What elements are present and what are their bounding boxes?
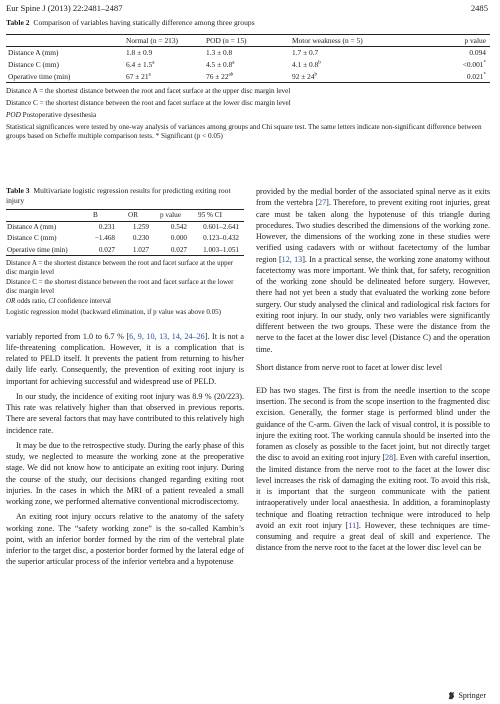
table-row	[6, 221, 244, 233]
cell-value: 67 ± 21	[126, 71, 149, 81]
paragraph	[6, 331, 244, 387]
paragraph: In our study, the incidence of exiting root injury was 8.9 % (20/223). This rate was relatively higher than that observed in previous reports. There are several factors that may have contributed to this relatively high incidence rate.	[6, 391, 244, 435]
cell-value: <0.001	[462, 60, 484, 70]
row-label: Distance C (mm)	[8, 60, 59, 70]
text-run: ]. Therefore, to prevent exiting root injuries, great care must be taken along the hypotenuse of this triangle during procedures. Two studies described the dimensions of the working zone. However, the dimensions of the working zone in these studies were verified using cadavers with or without facetectomy of the lumbar region [	[256, 198, 490, 264]
abbrev-text: odds ratio,	[15, 297, 49, 306]
column-header: p value	[160, 211, 181, 220]
text-run: ]. Even with careful insertion, the limited distance from the nerve root to the facet at the lower disc level increases the risk of damaging the exiting root. To avoid this risk, it is important that the surgeon communicate with the patient intraoperatively under local anaesthesia. In addition, a foraminoplasty technique and floating retraction technique were introduced to help avoid an exit root injury [	[256, 453, 490, 530]
table-3-grid	[6, 209, 244, 256]
footnote: Logistic regression model (backward elimination, if p value was above 0.05)	[6, 308, 221, 317]
cell-superscript: *	[483, 72, 486, 78]
column-header: POD (n = 15)	[206, 35, 247, 45]
footnote	[6, 297, 244, 306]
table-3-footnotes	[6, 259, 244, 317]
table-cell	[440, 47, 490, 59]
cell-value: 76 ± 22	[206, 71, 229, 81]
paragraph	[256, 186, 490, 355]
row-label: Distance C (mm)	[7, 234, 57, 243]
table-cell: 0.000	[170, 234, 187, 243]
paragraph: An exiting root injury occurs relative to the anatomy of the safety working zone. The “safety working zone” is the so-called Kambin’s point, with an inferior border formed by the rim of the vertebral plate inferior to the target disc, a posterior border formed by the lateral edge of the superior articular process of the inferior vertebra and a hypotenuse	[6, 512, 244, 567]
page-number: 2485	[470, 3, 488, 13]
table-cell	[440, 71, 490, 83]
table-2-caption-text: Comparison of variables having statically difference among three groups	[33, 18, 255, 27]
cell-value: 6.4 ± 1.5	[126, 60, 153, 70]
table-cell	[204, 47, 290, 59]
table-cell: 1.003–1.051	[203, 245, 239, 254]
footnote: Distance A = the shortest distance between the root and facet surface at the upper disc margin level	[6, 87, 291, 96]
text-run: ]. However, these techniques are time-consuming and require a great deal of skill and experience. The distance from the nerve root to the facet at the lower disc level can be	[256, 520, 490, 553]
cell-superscript: a	[148, 72, 151, 78]
table-cell: 0.027	[170, 245, 187, 254]
left-column	[6, 186, 244, 572]
table-2-label: Table 2	[6, 18, 30, 27]
table-header-row	[6, 210, 244, 222]
table-cell: −1.468	[94, 234, 115, 243]
cell-superscript: b	[318, 60, 321, 66]
table-cell	[440, 59, 490, 71]
cell-value: 1.7 ± 0.7	[292, 48, 319, 58]
table-cell	[124, 59, 204, 71]
row-label: Operative time (min)	[8, 71, 71, 81]
section-subheading: Short distance from nerve root to facet at lower disc level	[256, 362, 443, 372]
citation-link[interactable]: 27	[318, 198, 327, 208]
table-cell: 1.027	[132, 245, 149, 254]
column-header	[6, 34, 124, 47]
table-2-grid	[6, 34, 490, 84]
cell-value: 1.8 ± 0.9	[126, 48, 153, 58]
text-run: ]. It is not a life-threatening complication. However, it is a complication that is related to PELD itself. It prevents the patient from returning to his/her daily life early. Consequently, the prevention of exiting root injury is important for achieving successful and widespread use of PELD.	[6, 331, 244, 386]
table-cell: 0.601–2.641	[203, 223, 239, 232]
table-cell	[204, 71, 290, 83]
column-header: 95 % CI	[198, 211, 222, 220]
cell-value: 1.3 ± 0.8	[206, 48, 233, 58]
column-header: Motor weakness (n = 5)	[292, 35, 363, 45]
column-header: p value	[464, 35, 486, 45]
text-run: variably reported from 1.0 to 6.7 % [	[6, 331, 130, 341]
column-header	[6, 210, 92, 222]
right-column	[256, 186, 490, 558]
table-row	[6, 233, 244, 245]
abbrev-text: Postoperative dysesthesia	[20, 110, 97, 119]
cell-superscript: b	[314, 72, 318, 78]
table-cell	[124, 71, 204, 83]
row-label: Distance A (mm)	[8, 48, 59, 58]
cell-value: 0.021	[466, 71, 484, 81]
table-2-footnotes	[6, 87, 490, 141]
running-head	[6, 3, 488, 15]
cell-superscript: *	[483, 60, 486, 66]
citation-link[interactable]: 28	[385, 453, 394, 463]
table-row	[6, 71, 490, 83]
footnote: Distance A = the shortest distance between the root and facet surface at the upper disc margin level	[6, 259, 234, 276]
citation-link[interactable]: 12, 13	[281, 254, 303, 264]
table-cell	[124, 47, 204, 59]
abbrev-text: confidence interval	[55, 297, 111, 306]
cell-value: 92 ± 24	[292, 71, 315, 81]
table-3-caption-text: Multivariate logistic regression results for predicting exiting root injury	[6, 186, 231, 205]
text-run: ED has two stages. The first is from the needle insertion to the scope insertion. The second is from the scope insertion to the fragmented disc excision. Generally, the former stage is performed blind under the guidance of the C-arm. Given the lack of visual control, it is possible to injure the exiting root. The working cannula should be inserted into the foramen as closely as possible to the facet joint, but not directly target the disc to avoid an exiting root injury [	[256, 385, 490, 463]
footnote: Distance C = the shortest distance between the root and facet surface at the lower disc margin level	[6, 278, 234, 295]
table-row	[6, 59, 490, 71]
table-cell	[290, 59, 440, 71]
cell-value: 4.5 ± 0.8	[206, 60, 233, 70]
right-body-text-2	[256, 385, 490, 554]
publisher-logo	[447, 691, 486, 700]
table-cell: 0.542	[170, 223, 187, 232]
table-cell	[204, 59, 290, 71]
springer-horse-icon	[447, 691, 456, 700]
citation-link[interactable]: 6, 9, 10, 13, 14, 24–26	[129, 331, 205, 341]
table-cell: 0.123–0.432	[203, 234, 239, 243]
cell-superscript: ab	[228, 72, 234, 78]
left-body-text	[6, 331, 244, 568]
table-cell: 0.027	[98, 245, 115, 254]
cell-superscript: a	[232, 60, 235, 66]
paragraph	[256, 385, 490, 554]
column-header: OR	[128, 211, 138, 220]
text-run: ]. In a practical sense, the working zone anatomy without facetectomy was more important. We think that, for safety, recognition of the working zone should be delineated before surgery. However, there had not yet been a study that evaluated the working zone before surgery. Our study analysed the clinical and radiological risk factors for exiting root injury. In our study, only two variables were significantly different between the two groups. These were the distance from the nerve to the facet at the lower disc level (Distance C) and the operation time.	[256, 254, 491, 354]
footnote: Distance C = the shortest distance between the root and facet surface at the lower disc margin level	[6, 99, 291, 108]
table-cell	[290, 71, 440, 83]
table-2	[6, 18, 490, 144]
table-header-row	[6, 34, 490, 47]
cell-value: 4.1 ± 0.8	[292, 60, 319, 70]
table-3-caption	[6, 186, 244, 205]
table-cell: 1.259	[132, 223, 149, 232]
right-body-text	[256, 186, 490, 355]
abbrev-term: POD	[6, 110, 21, 119]
table-row	[6, 244, 244, 256]
table-3	[6, 186, 244, 317]
abbrev-term: CI	[48, 297, 56, 306]
table-3-label: Table 3	[6, 186, 30, 195]
table-cell: 0.230	[132, 234, 149, 243]
publisher-name: Springer	[458, 691, 486, 700]
column-header: B	[93, 211, 98, 220]
row-label: Distance A (mm)	[7, 223, 57, 232]
abbrev-term: OR	[6, 297, 16, 306]
column-header: Normal (n = 213)	[126, 35, 178, 45]
journal-citation: Eur Spine J (2013) 22:2481–2487	[6, 3, 123, 13]
row-label: Operative time (min)	[7, 245, 68, 254]
table-cell	[290, 47, 440, 59]
table-row	[6, 47, 490, 59]
citation-link[interactable]: 11	[348, 520, 357, 530]
table-2-caption	[6, 18, 490, 28]
cell-value: 0.094	[469, 48, 486, 58]
table-cell: 0.231	[98, 223, 115, 232]
paragraph: It may be due to the retrospective study. During the early phase of this study, we neglected to measure the working zone at the preoperative stage. We did not know how to anticipate an exiting root injury. During the course of the study, our decisions changed regarding exiting root injuries. In the cases in which the MRI of a patient revealed a small working zone, we performed alternative conventional microdiscectomy.	[6, 440, 244, 507]
footnote: Statistical significances were tested by one-way analysis of variances among groups and Chi square test. The same letters indicate non-significant difference between groups based on Scheffe multiple comparison tests. * Significant (p < 0.05)	[6, 122, 482, 140]
cell-superscript: a	[152, 60, 155, 66]
text-run: provided by the medial border of the associated spinal nerve as it exits from the vertebra [	[256, 187, 490, 208]
footnote	[6, 111, 490, 120]
